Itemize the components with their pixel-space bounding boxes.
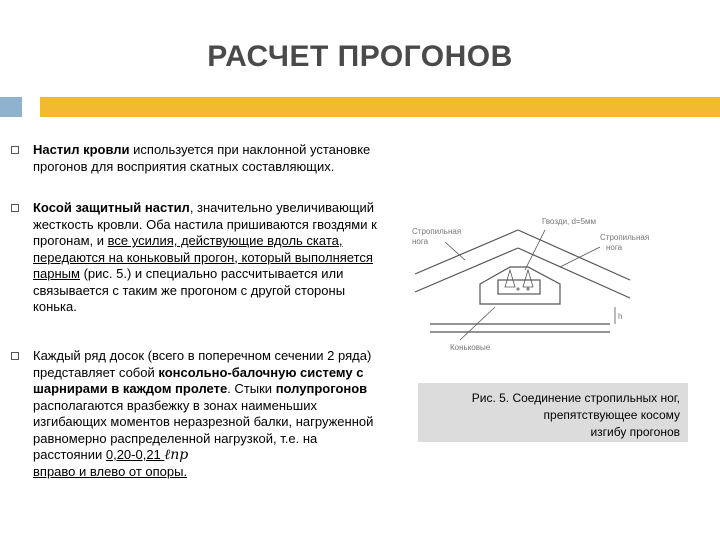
wedge-right-shape <box>523 270 533 287</box>
rafter-left-top-line <box>415 230 518 274</box>
slide-title: РАСЧЕТ ПРОГОНОВ <box>207 40 513 73</box>
figure-caption <box>420 390 680 441</box>
term-roof-deck: Настил кровли <box>33 142 130 157</box>
label-rafter-left-line2: нога <box>412 237 429 246</box>
label-ridge: Коньковые <box>450 343 491 352</box>
ridge-plate-shape <box>498 280 540 294</box>
label-h: h <box>618 312 623 321</box>
underlined-text: все усилия, действующие вдоль ската, передаются на коньковый прогон, который выполняется парным <box>33 233 373 281</box>
header-accent-gap <box>22 97 40 117</box>
label-rafter-right-line2: нога <box>606 243 623 252</box>
term-diagonal-deck: Косой защитный настил <box>33 200 190 215</box>
underlined-text: 0,20-0,21 <box>105 447 165 462</box>
bullet-text-part: , значительно увеличивающий жесткость кровли. Оба настила пришиваются гвоздями к прогонам, и <box>33 200 377 248</box>
label-rafter-left-line1: Стропильная <box>412 227 462 236</box>
header-accent-bar-blue <box>0 97 22 117</box>
term-half-purlins: полупрогонов <box>275 381 368 396</box>
bolt-mark <box>526 287 529 290</box>
bullet-text <box>33 348 388 480</box>
bullet-text-part: располагаются вразбежку в зонах наименьших изгибающих моментов неразрезной балки, нагруженной равномерно распределенной нагрузкой, т.е. на расстоянии <box>33 397 374 462</box>
figure-caption-box <box>418 383 688 442</box>
ridge-block-shape <box>480 267 560 304</box>
caption-line: изгибу прогонов <box>590 425 680 439</box>
ridge-joint-drawing <box>410 212 690 362</box>
wedge-left-shape <box>505 270 515 287</box>
bolt-mark <box>516 287 519 290</box>
bullet-text-part: . Стыки <box>227 381 276 396</box>
bullet-text <box>33 200 388 316</box>
leader-nails <box>525 230 545 270</box>
bullet-text-part: (рис. 5.) и специально рассчитывается или связывается с таким же прогоном с другой стороны конька. <box>33 266 346 314</box>
term-cantilever-system: консольно-балочную систему с шарнирами в каждом пролете <box>33 364 364 396</box>
label-rafter-right-line1: Стропильная <box>600 233 650 242</box>
header-accent-bar-orange <box>40 97 720 117</box>
rafter-left-bottom-line <box>415 248 518 292</box>
bullet-text-rest: используется при наклонной установке прогонов для восприятия скатных составляющих. <box>33 142 371 174</box>
bullet-text-part: Каждый ряд досок (всего в поперечном сечении 2 ряда) представляет собой <box>33 348 372 380</box>
bullet-square-icon <box>11 352 19 360</box>
bullet-square-icon <box>11 204 19 212</box>
bullet-square-icon <box>11 146 19 154</box>
underlined-text: вправо и влево от опоры. <box>33 463 188 479</box>
bullet-text <box>33 142 388 175</box>
caption-line: препятствующее косому <box>543 408 680 422</box>
label-nails: Гвозди, d=5мм <box>542 217 597 226</box>
caption-line: Рис. 5. Соединение стропильных ног, <box>471 391 680 405</box>
formula-span-length: ℓпр <box>164 447 189 463</box>
